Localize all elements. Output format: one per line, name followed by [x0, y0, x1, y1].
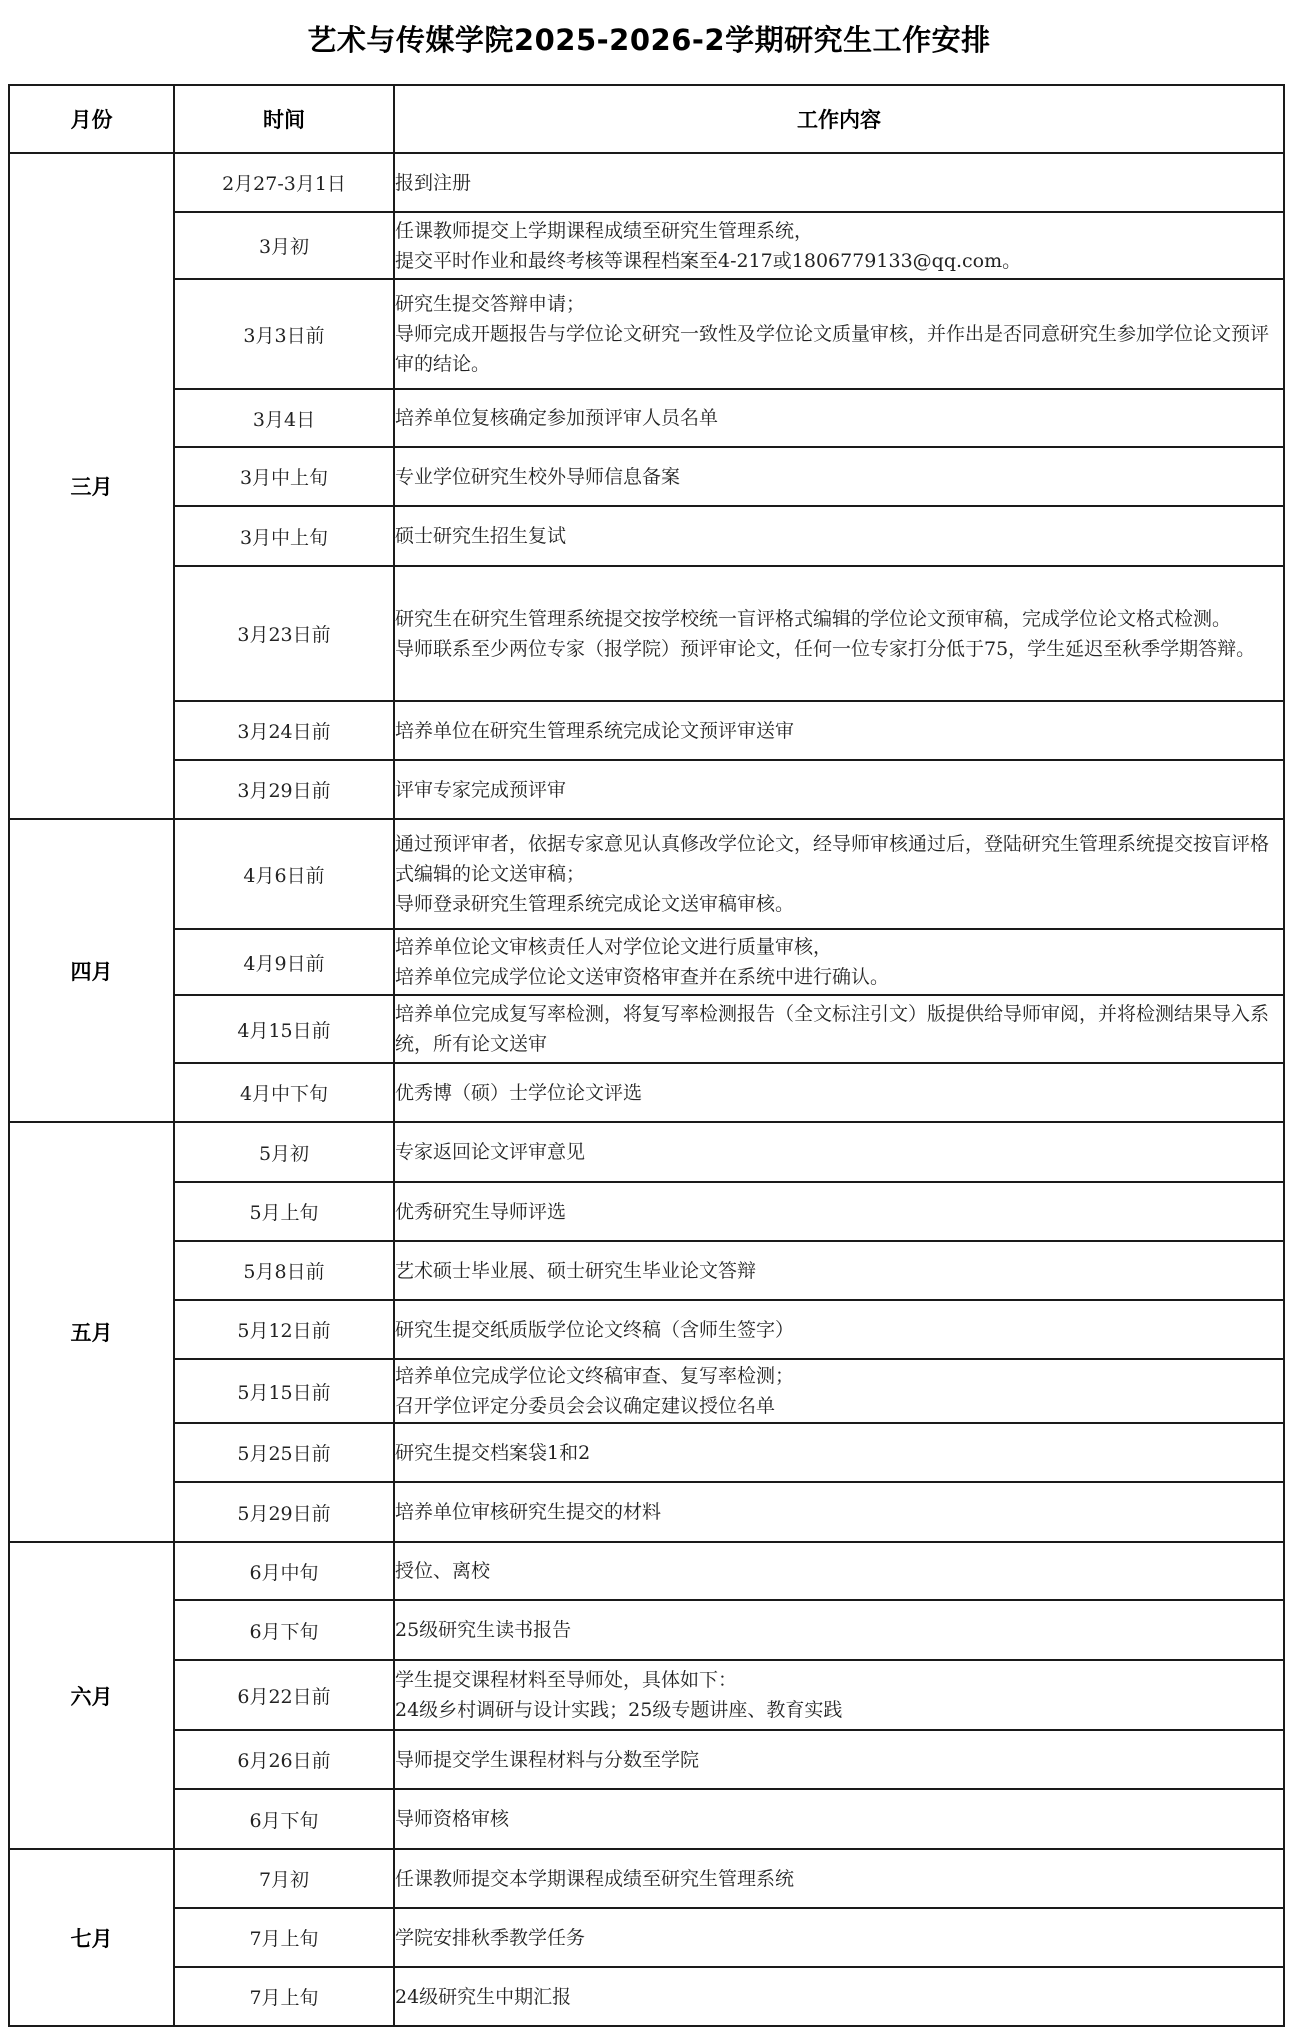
table-row: [9, 1730, 1284, 1789]
time-cell: 5月29日前: [174, 1482, 394, 1542]
content-cell: [394, 1908, 1284, 1967]
content-line: 通过预评审者，依据专家意见认真修改学位论文，经导师审核通过后，登陆研究生管理系统提交按盲评格式编辑的论文送审稿；: [395, 833, 1270, 885]
content-cell: [394, 1300, 1284, 1359]
time-cell: 6月22日前: [174, 1660, 394, 1730]
content-cell: [394, 1241, 1284, 1300]
content-cell: [394, 701, 1284, 760]
table-header-row: [9, 85, 1284, 153]
content-line: 培养单位完成学位论文送审资格审查并在系统中进行确认。: [395, 966, 890, 988]
month-cell: 四月: [9, 819, 174, 1122]
content-line: 培养单位复核确定参加预评审人员名单: [395, 407, 719, 429]
content-cell: [394, 1542, 1284, 1600]
content-cell: [394, 212, 1284, 279]
table-row: [9, 1423, 1284, 1482]
content-line: 研究生提交档案袋1和2: [395, 1441, 591, 1464]
header-month: 月份: [9, 85, 174, 153]
time-cell: 6月26日前: [174, 1730, 394, 1789]
content-line: 研究生在研究生管理系统提交按学校统一盲评格式编辑的学位论文预审稿，完成学位论文格式检测。: [395, 607, 1232, 630]
header-time: 时间: [174, 85, 394, 153]
table-row: [9, 506, 1284, 566]
content-line: 专家返回论文评审意见: [395, 1141, 586, 1163]
table-row: [9, 760, 1284, 819]
table-row: [9, 819, 1284, 929]
content-cell: [394, 506, 1284, 566]
content-cell: [394, 1482, 1284, 1542]
schedule-table: [8, 84, 1285, 2027]
table-row: [9, 995, 1284, 1063]
time-cell: 5月25日前: [174, 1423, 394, 1482]
content-cell: [394, 389, 1284, 447]
content-cell: [394, 153, 1284, 212]
time-cell: 5月12日前: [174, 1300, 394, 1359]
time-cell: 6月中旬: [174, 1542, 394, 1600]
time-cell: 5月上旬: [174, 1182, 394, 1241]
time-cell: 4月中下旬: [174, 1063, 394, 1122]
time-cell: 4月6日前: [174, 819, 394, 929]
table-row: [9, 701, 1284, 760]
content-line: 培养单位完成学位论文终稿审查、复写率检测；: [395, 1365, 795, 1387]
content-cell: [394, 929, 1284, 995]
table-row: [9, 1300, 1284, 1359]
time-cell: 7月上旬: [174, 1908, 394, 1967]
table-row: [9, 1600, 1284, 1660]
content-line: 24级乡村调研与设计实践；25级专题讲座、教育实践: [395, 1699, 843, 1721]
content-line: 25级研究生读书报告: [395, 1619, 572, 1641]
content-line: 培养单位审核研究生提交的材料: [395, 1501, 662, 1523]
content-cell: [394, 1182, 1284, 1241]
table-row: [9, 1789, 1284, 1849]
content-line: 任课教师提交上学期课程成绩至研究生管理系统，: [395, 219, 814, 242]
table-row: [9, 279, 1284, 389]
table-row: [9, 566, 1284, 701]
time-cell: 5月初: [174, 1122, 394, 1182]
time-cell: 5月15日前: [174, 1359, 394, 1423]
content-cell: [394, 566, 1284, 701]
time-cell: 7月初: [174, 1849, 394, 1908]
content-line: 学生提交课程材料至导师处，具体如下：: [395, 1669, 738, 1691]
content-line: 任课教师提交本学期课程成绩至研究生管理系统: [395, 1867, 795, 1890]
month-cell: 六月: [9, 1542, 174, 1849]
header-content: 工作内容: [394, 85, 1284, 153]
time-cell: 6月下旬: [174, 1600, 394, 1660]
content-cell: [394, 1359, 1284, 1423]
table-row: [9, 1967, 1284, 2026]
time-cell: 3月3日前: [174, 279, 394, 389]
time-cell: 3月23日前: [174, 566, 394, 701]
content-cell: [394, 447, 1284, 506]
time-cell: 3月29日前: [174, 760, 394, 819]
table-row: [9, 1482, 1284, 1542]
content-line: 报到注册: [395, 171, 472, 194]
content-line: 培养单位论文审核责任人对学位论文进行质量审核，: [395, 936, 833, 958]
table-row: [9, 153, 1284, 212]
time-cell: 3月中上旬: [174, 447, 394, 506]
content-line: 导师联系至少两位专家（报学院）预评审论文，任何一位专家打分低于75，学生延迟至秋季学期答辩。: [395, 637, 1256, 660]
table-row: [9, 1542, 1284, 1600]
content-line: 导师完成开题报告与学位论文研究一致性及学位论文质量审核，并作出是否同意研究生参加学位论文预评审的结论。: [395, 323, 1270, 375]
content-line: 导师登录研究生管理系统完成论文送审稿审核。: [395, 893, 795, 915]
content-line: 艺术硕士毕业展、硕士研究生毕业论文答辩: [395, 1259, 757, 1282]
table-row: [9, 389, 1284, 447]
table-row: [9, 1908, 1284, 1967]
content-cell: [394, 1967, 1284, 2026]
table-row: [9, 1660, 1284, 1730]
content-line: 培养单位完成复写率检测，将复写率检测报告（全文标注引文）版提供给导师审阅，并将检测结果导入系统，所有论文送审: [395, 1003, 1270, 1055]
time-cell: 4月15日前: [174, 995, 394, 1063]
content-line: 研究生提交答辩申请；: [395, 293, 586, 315]
time-cell: 3月24日前: [174, 701, 394, 760]
month-cell: 七月: [9, 1849, 174, 2026]
content-cell: [394, 1063, 1284, 1122]
content-line: 评审专家完成预评审: [395, 778, 567, 801]
table-row: [9, 929, 1284, 995]
content-line: 召开学位评定分委员会会议确定建议授位名单: [395, 1395, 776, 1417]
content-cell: [394, 819, 1284, 929]
content-line: 24级研究生中期汇报: [395, 1985, 572, 2008]
content-line: 培养单位在研究生管理系统完成论文预评审送审: [395, 719, 795, 742]
table-row: [9, 1241, 1284, 1300]
schedule-body: [9, 153, 1284, 2026]
content-cell: [394, 1730, 1284, 1789]
month-cell: 三月: [9, 153, 174, 819]
content-line: 专业学位研究生校外导师信息备案: [395, 465, 681, 488]
time-cell: 3月中上旬: [174, 506, 394, 566]
time-cell: 6月下旬: [174, 1789, 394, 1849]
table-row: [9, 1182, 1284, 1241]
content-cell: [394, 1600, 1284, 1660]
time-cell: 3月4日: [174, 389, 394, 447]
content-cell: [394, 760, 1284, 819]
content-line: 导师资格审核: [395, 1808, 510, 1830]
table-row: [9, 1849, 1284, 1908]
page-title: 艺术与传媒学院2025-2026-2学期研究生工作安排: [307, 23, 991, 57]
content-line: 学院安排秋季教学任务: [395, 1926, 586, 1949]
table-row: [9, 212, 1284, 279]
table-row: [9, 1359, 1284, 1423]
content-line: 优秀博（硕）士学位论文评选: [395, 1081, 643, 1104]
content-line: 授位、离校: [395, 1560, 491, 1582]
time-cell: 4月9日前: [174, 929, 394, 995]
time-cell: 5月8日前: [174, 1241, 394, 1300]
content-cell: [394, 1660, 1284, 1730]
time-cell: 7月上旬: [174, 1967, 394, 2026]
content-cell: [394, 995, 1284, 1063]
content-line: 硕士研究生招生复试: [395, 525, 567, 547]
content-cell: [394, 279, 1284, 389]
month-cell: 五月: [9, 1122, 174, 1542]
content-cell: [394, 1789, 1284, 1849]
table-row: [9, 447, 1284, 506]
content-line: 优秀研究生导师评选: [395, 1200, 567, 1223]
time-cell: 3月初: [174, 212, 394, 279]
content-cell: [394, 1423, 1284, 1482]
time-cell: 2月27-3月1日: [174, 153, 394, 212]
content-cell: [394, 1849, 1284, 1908]
table-row: [9, 1063, 1284, 1122]
content-line: 导师提交学生课程材料与分数至学院: [395, 1748, 700, 1771]
table-row: [9, 1122, 1284, 1182]
content-line: 研究生提交纸质版学位论文终稿（含师生签字）: [395, 1318, 795, 1341]
content-line: 提交平时作业和最终考核等课程档案至4-217或1806779133@qq.com。: [395, 249, 1022, 272]
content-cell: [394, 1122, 1284, 1182]
